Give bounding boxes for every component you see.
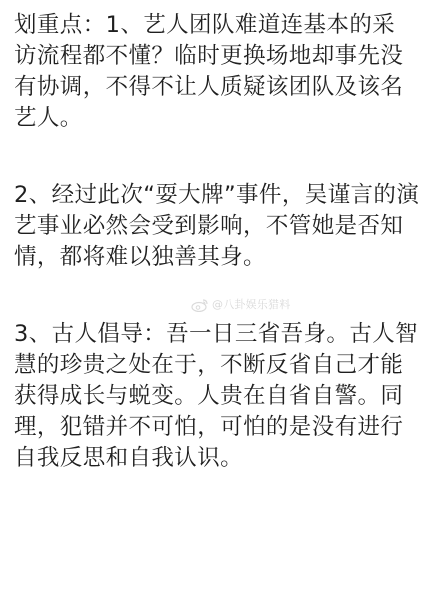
paragraph-line: 3、古人倡导：吾一日三省吾身。古人智 bbox=[14, 321, 419, 347]
paragraph-line: 划重点：1、艺人团队难道连基本的采 bbox=[14, 12, 396, 38]
paragraph-line: 有协调，不得不让人质疑该团队及该名 bbox=[14, 74, 404, 100]
paragraph-line: 2、经过此次“耍大牌”事件，吴谨言的演 bbox=[14, 182, 420, 208]
paragraph-line: 访流程都不懂？临时更换场地却事先没 bbox=[14, 43, 404, 69]
paragraph-line: 艺事业必然会受到影响，不管她是否知 bbox=[14, 213, 404, 239]
watermark-text: @八卦娱乐猎料 bbox=[212, 298, 291, 311]
paragraph-1 bbox=[14, 10, 430, 134]
article-body bbox=[14, 10, 430, 474]
paragraph-line: 慧的珍贵之处在于，不断反省自己才能 bbox=[14, 352, 404, 378]
weibo-logo-icon bbox=[191, 297, 209, 311]
paragraph-2 bbox=[14, 180, 430, 273]
paragraph-line: 理，犯错并不可怕，可怕的是没有进行 bbox=[14, 414, 404, 440]
paragraph-line: 艺人。 bbox=[14, 105, 83, 131]
paragraph-3 bbox=[14, 319, 430, 474]
watermark bbox=[191, 296, 290, 312]
paragraph-line: 获得成长与蜕变。人贵在自省自警。同 bbox=[14, 383, 404, 409]
paragraph-line: 情，都将难以独善其身。 bbox=[14, 244, 266, 270]
paragraph-line: 自我反思和自我认识。 bbox=[14, 445, 244, 471]
